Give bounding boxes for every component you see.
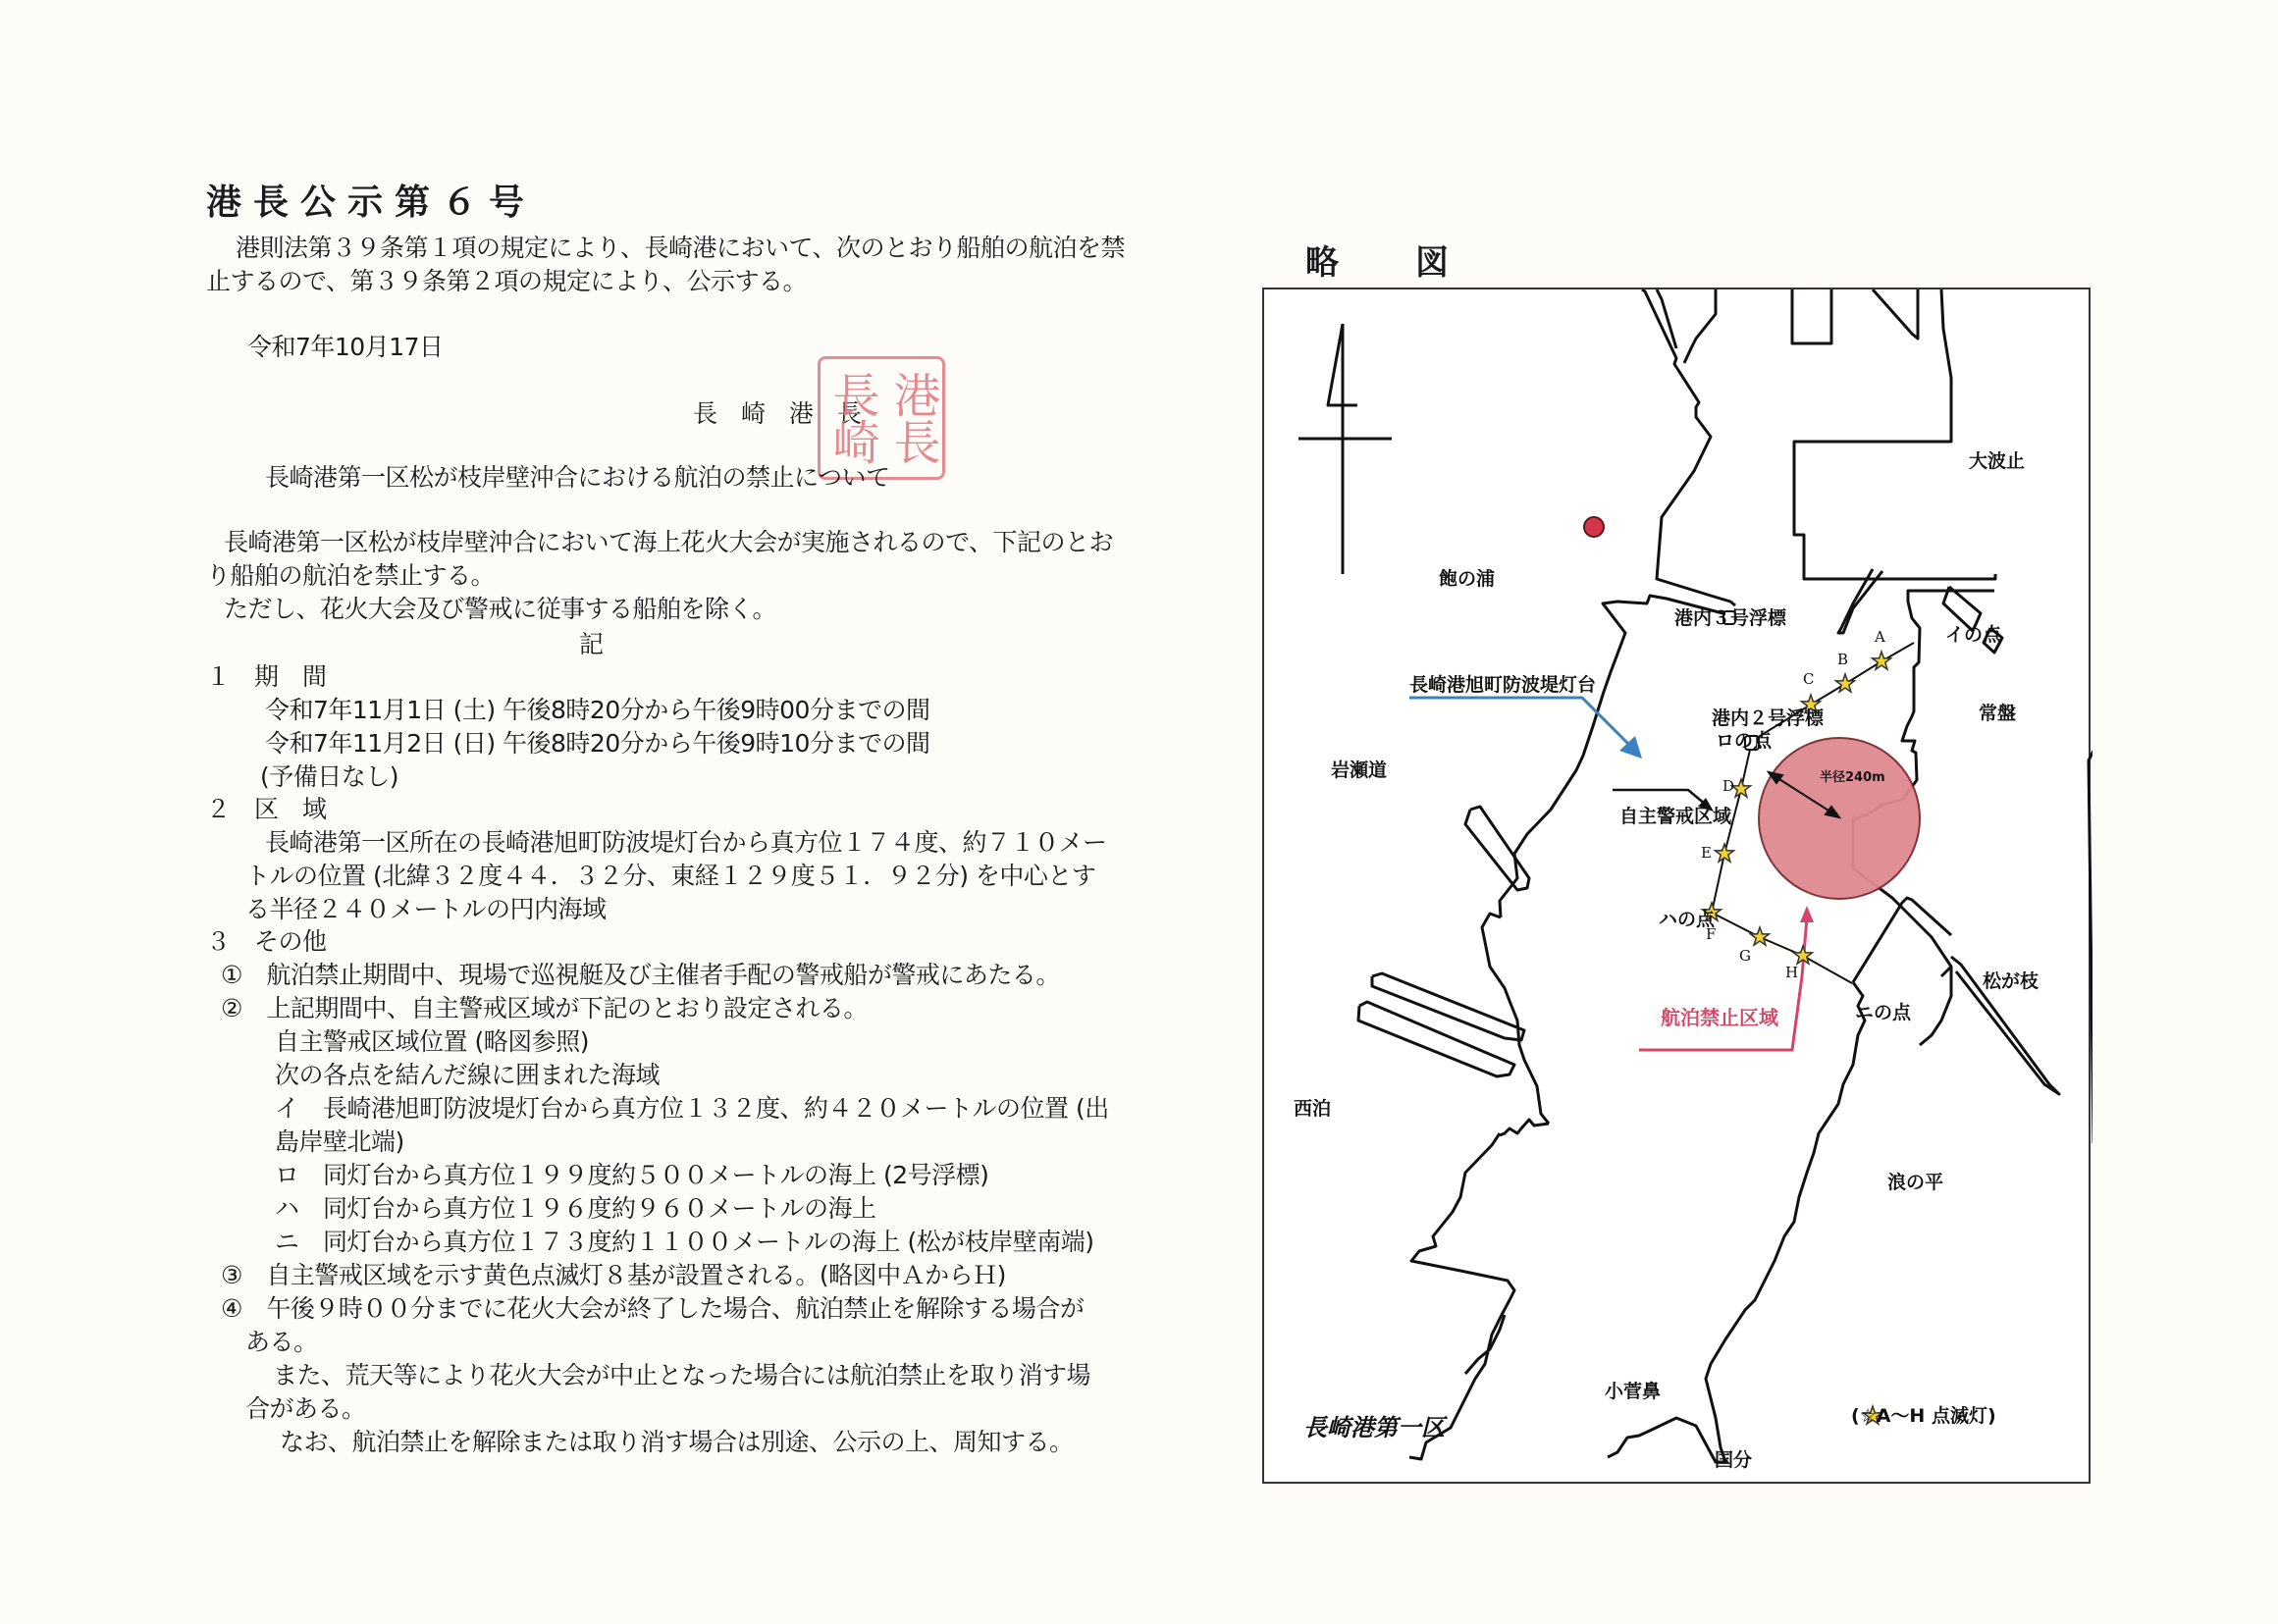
label-buoy-3: 港内３号浮標 [1674, 607, 1787, 629]
other-item-2-sub-1: 自主警戒区域位置 (略図参照) [275, 1027, 589, 1056]
light-label-e: E [1701, 844, 1712, 862]
seal-char-left: 港長 [885, 371, 940, 465]
star-icon-a [1873, 652, 1891, 669]
light-label-g: G [1739, 947, 1751, 965]
label-buoy-2: 港内２号浮標 [1712, 707, 1825, 729]
other-item-4-line-1: ④ 午後９時００分までに花火大会が終了した場合、航泊禁止を解除する場合が [221, 1294, 1085, 1323]
period-line-3: (予備日なし) [260, 762, 399, 791]
other-item-4-line-2: ある。 [245, 1328, 318, 1356]
point-i-line-1: イ 長崎港旭町防波堤灯台から真方位１３２度、約４２０メートルの位置 (出 [275, 1094, 1109, 1123]
other-heading: ３ その他 [206, 927, 327, 956]
label-lighthouse: 長崎港旭町防波堤灯台 [1409, 674, 1597, 696]
ki-heading: 記 [579, 630, 604, 658]
lighthouse-icon [1584, 517, 1604, 537]
label-ohato: 大波止 [1969, 450, 2026, 472]
label-naminohira: 浪の平 [1887, 1172, 1944, 1193]
light-label-f: F [1706, 925, 1717, 943]
label-kokubu: 国分 [1715, 1449, 1753, 1471]
other-item-1: ① 航泊禁止期間中、現場で巡視艇及び主催者手配の警戒船が警戒にあたる。 [221, 961, 1060, 989]
notice-title: 港長公示第６号 [206, 183, 537, 223]
period-heading: １ 期 間 [206, 662, 327, 691]
light-label-d: D [1722, 777, 1735, 795]
label-kosugebana: 小菅鼻 [1605, 1381, 1662, 1402]
star-icon-g [1751, 927, 1770, 945]
label-self-watch-zone: 自主警戒区域 [1619, 806, 1732, 827]
other-item-3: ③ 自主警戒区域を示す黄色点滅灯８基が設置される。(略図中ＡからＨ) [221, 1261, 1006, 1289]
sketch-map [1262, 288, 2091, 1484]
area-line-1: 長崎港第一区所在の長崎港旭町防波堤灯台から真方位１７４度、約７１０メー [265, 828, 1107, 857]
star-icon-e [1716, 844, 1734, 862]
star-icon-b [1836, 674, 1855, 692]
other-item-2-sub-2: 次の各点を結んだ線に囲まれた海域 [275, 1061, 661, 1089]
area-heading: ２ 区 域 [206, 795, 327, 823]
map-title: 略 図 [1305, 243, 1470, 283]
north-arrow-icon [1298, 324, 1392, 574]
other-item-2: ② 上記期間中、自主警戒区域が下記のとおり設定される。 [221, 994, 868, 1022]
body-line-2: り船舶の航泊を禁止する。 [206, 561, 496, 590]
body-line-3: ただし、花火大会及び警戒に従事する船舶を除く。 [224, 595, 777, 623]
other-item-4-line-3: また、荒天等により花火大会が中止となった場合には航泊禁止を取り消す場 [273, 1361, 1091, 1389]
light-label-c: C [1803, 670, 1815, 688]
issuer: 長 崎 港 長 [693, 399, 870, 428]
light-label-h: H [1785, 964, 1799, 981]
label-point-ni: ニの点 [1855, 1002, 1912, 1023]
label-no-anchor-zone: 航泊禁止区域 [1661, 1006, 1778, 1029]
other-item-4-line-5: なお、航泊禁止を解除または取り消す場合は別途、公示の上、周知する。 [280, 1428, 1074, 1456]
label-point-i: イの点 [1945, 624, 2002, 646]
period-line-2: 令和7年11月2日 (日) 午後8時20分から午後9時10分までの間 [265, 729, 930, 758]
label-point-ha: ハの点 [1659, 909, 1716, 930]
label-point-ro: ロの点 [1716, 730, 1773, 752]
label-district: 長崎港第一区 [1303, 1414, 1445, 1441]
area-line-2: トルの位置 (北緯３２度４４．３２分、東経１２９度５１．９２分) を中心とす [245, 862, 1096, 890]
period-line-1: 令和7年11月1日 (土) 午後8時20分から午後9時00分までの間 [265, 696, 930, 724]
label-iwasedo: 岩瀬道 [1331, 760, 1388, 781]
preamble-line-1: 港則法第３９条第１項の規定により、長崎港において、次のとおり船舶の航泊を禁 [236, 234, 1126, 262]
seal-char-right: 長崎 [824, 371, 879, 465]
label-nishidomari: 西泊 [1294, 1098, 1332, 1120]
point-ha: ハ 同灯台から真方位１９６度約９６０メートルの海上 [275, 1194, 876, 1223]
lighthouse-arrow [1409, 698, 1642, 759]
other-item-4-line-4: 合がある。 [245, 1394, 366, 1423]
label-legend: (☆A～H 点滅灯) [1851, 1405, 1996, 1427]
label-tokiwa: 常盤 [1979, 703, 2017, 724]
point-ro: ロ 同灯台から真方位１９９度約５００メートルの海上 (2号浮標) [275, 1161, 989, 1189]
area-line-3: る半径２４０メートルの円内海域 [245, 895, 607, 923]
preamble-line-2: 止するので、第３９条第２項の規定により、公示する。 [206, 267, 808, 295]
notice-date: 令和7年10月17日 [247, 333, 444, 361]
light-label-b: B [1837, 651, 1849, 668]
label-radius: 半径240m [1820, 770, 1885, 785]
star-icon-d [1732, 779, 1751, 797]
label-matsugae: 松が枝 [1983, 970, 2040, 992]
point-i-line-2: 島岸壁北端) [275, 1127, 404, 1156]
light-label-a: A [1875, 628, 1885, 646]
label-akunoura: 飽の浦 [1439, 568, 1496, 590]
body-line-1: 長崎港第一区松が枝岸壁沖合において海上花火大会が実施されるので、下記のとお [224, 528, 1114, 556]
notice-subject: 長崎港第一区松が枝岸壁沖合における航泊の禁止について [265, 463, 890, 492]
point-ni: ニ 同灯台から真方位１７３度約１１００メートルの海上 (松が枝岸壁南端) [275, 1228, 1094, 1256]
